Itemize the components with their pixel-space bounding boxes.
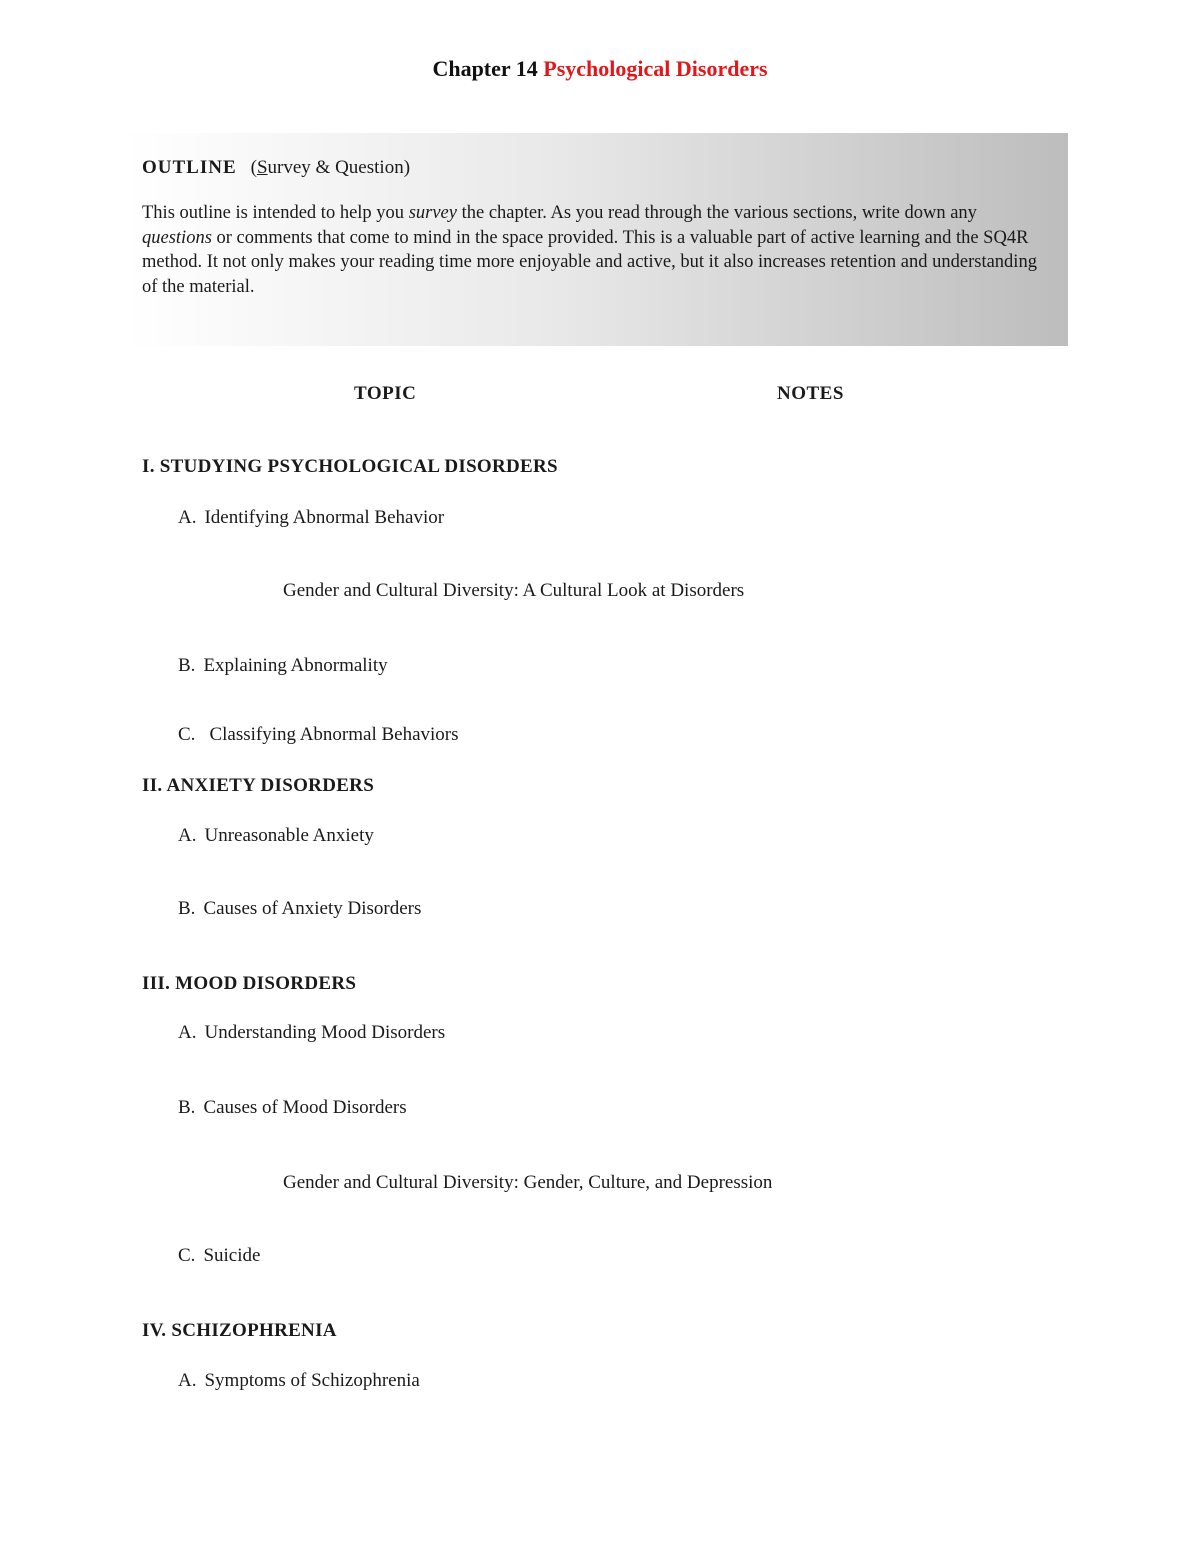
list-item — [178, 724, 459, 746]
item-label: Understanding Mood Disorders — [204, 1022, 446, 1043]
item-number: B. — [178, 655, 196, 676]
item-number: B. — [178, 898, 196, 919]
item-label: Unreasonable Anxiety — [204, 825, 374, 846]
item-number: A. — [178, 1022, 197, 1043]
outline-text-part-3: or comments that come to mind in the space provided. This is a valuable part of active learning and the SQ4R method. It not only makes your reading time more enjoyable and active, but it also increases retention and understanding of the material. — [142, 227, 1037, 298]
item-label: Causes of Mood Disorders — [203, 1097, 407, 1118]
outline-text-part-1: This outline is intended to help you — [142, 203, 409, 223]
list-item — [178, 1097, 407, 1119]
list-item — [178, 825, 374, 847]
outline-heading — [142, 157, 1050, 179]
item-label: Classifying Abnormal Behaviors — [209, 724, 459, 745]
notes-column-heading: NOTES — [777, 383, 844, 404]
diversity-feature: Gender and Cultural Diversity: Gender, Culture, and Depression — [283, 1172, 773, 1193]
item-label: Suicide — [203, 1245, 261, 1266]
item-label: Explaining Abnormality — [203, 655, 388, 676]
section-heading: III. MOOD DISORDERS — [142, 973, 357, 994]
topic-column-heading: TOPIC — [354, 383, 417, 404]
section-heading: II. ANXIETY DISORDERS — [142, 775, 375, 796]
item-number: B. — [178, 1097, 196, 1118]
outline-box — [124, 133, 1068, 346]
item-number: A. — [178, 507, 197, 528]
chapter-number: Chapter 14 — [432, 56, 538, 81]
item-label: Symptoms of Schizophrenia — [204, 1370, 420, 1391]
diversity-feature: Gender and Cultural Diversity: A Cultural Look at Disorders — [283, 580, 745, 601]
item-number: C. — [178, 1245, 196, 1266]
outline-subtitle-initial: S — [256, 157, 268, 178]
outline-label: OUTLINE — [142, 157, 237, 178]
item-number: A. — [178, 1370, 197, 1391]
outline-emphasis-questions: questions — [142, 227, 212, 248]
outline-description — [142, 201, 1050, 300]
list-item — [178, 507, 444, 529]
item-label: Causes of Anxiety Disorders — [203, 898, 422, 919]
outline-subtitle — [251, 157, 410, 178]
item-label: Identifying Abnormal Behavior — [204, 507, 445, 528]
section-heading: I. STUDYING PSYCHOLOGICAL DISORDERS — [142, 456, 558, 477]
list-item — [178, 898, 421, 920]
outline-subtitle-open: ( — [250, 157, 257, 178]
list-item — [178, 1245, 260, 1267]
section-heading: IV. SCHIZOPHRENIA — [142, 1320, 337, 1341]
chapter-subject: Psychological Disorders — [543, 56, 768, 81]
list-item — [178, 655, 388, 677]
item-number: C. — [178, 724, 196, 745]
list-item — [178, 1022, 445, 1044]
outline-text-part-2: the chapter. As you read through the various sections, write down any — [456, 203, 977, 223]
item-number: A. — [178, 825, 197, 846]
outline-emphasis-survey: survey — [408, 203, 457, 223]
outline-subtitle-rest: urvey & Question) — [267, 157, 411, 178]
list-item — [178, 1370, 420, 1392]
page-title — [0, 56, 1200, 82]
